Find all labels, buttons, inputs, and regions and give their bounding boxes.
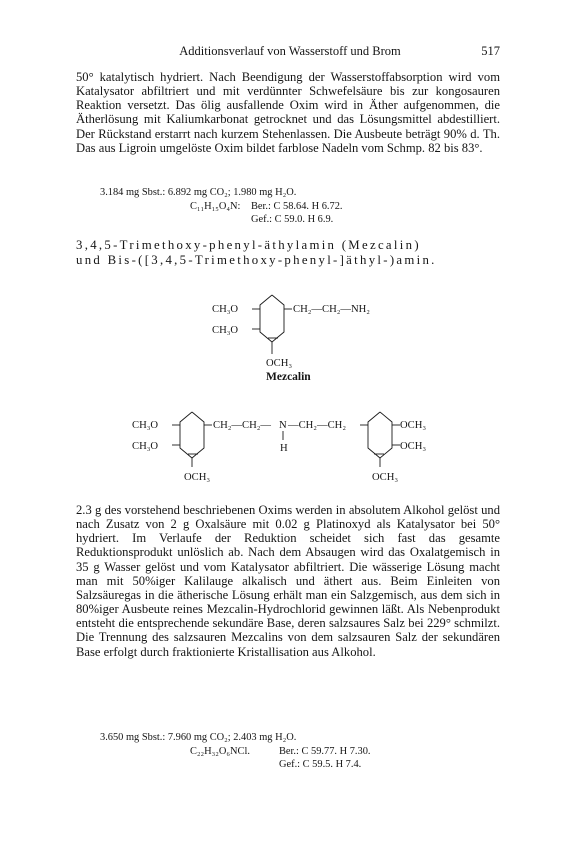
right-och3-top: OCH₃ <box>400 420 427 431</box>
compound-title-line1: 3,4,5-Trimethoxy-phenyl-äthylamin (Mezcalin) <box>76 238 421 252</box>
analysis1-line1: 3.184 mg Sbst.: 6.892 mg CO₂; 1.980 mg H₂O. <box>100 187 297 198</box>
amine-h: H <box>280 443 288 454</box>
page-number: 517 <box>481 44 500 58</box>
compound-title <box>76 238 500 268</box>
analysis1-ber: Ber.: C 58.64. H 6.72. <box>251 201 343 212</box>
left-och3-top: CH₃O <box>132 420 159 431</box>
structure-caption: Mezcalin <box>266 371 311 383</box>
analysis2-line1: 3.650 mg Sbst.: 7.960 mg CO₂; 2.403 mg H₂O. <box>100 732 297 743</box>
amine-n: N <box>279 420 287 431</box>
page-header <box>80 44 500 60</box>
side-chain: CH₂—CH₂—NH₂ <box>293 304 371 315</box>
substituent-och3-mid: CH₃O <box>212 325 239 336</box>
right-och3-bottom: OCH₃ <box>372 472 399 483</box>
paragraph-oxime-hydrogenation: 50° katalytisch hydriert. Nach Beendigung der Wasserstoffabsorption wird vom Katalysator abfiltriert und mit verdünnter Schwefelsäure bis zur kongosauren Reaktion versetzt. Das ölig ausfallende Oxim wird in Äther aufgenommen, die Ätherlösung mit Kaliumkarbonat getrocknet und das Lösungsmittel abdestilliert. Der Rückstand erstarrt nach kurzem Stehenlassen. Die Ausbeute beträgt 90% d. Th. Das aus Ligroin umgelöste Oxim bildet farblose Nadeln vom Schmp. 82 bis 83°. <box>76 70 500 155</box>
analysis2-gef: Gef.: C 59.5. H 7.4. <box>279 759 362 770</box>
analysis2-ber: Ber.: C 59.77. H 7.30. <box>279 746 371 757</box>
left-benzene-ring <box>180 412 204 458</box>
running-title: Additionsverlauf von Wasserstoff und Brom <box>179 44 401 58</box>
chain-left: CH₂—CH₂— <box>213 420 272 431</box>
analysis1-gef: Gef.: C 59.0. H 6.9. <box>251 214 334 225</box>
analysis1-formula: C₁₁H₁₅O₄N: <box>190 201 241 212</box>
analysis2-formula: C₂₂H₃₂O₆NCl. <box>190 746 250 757</box>
paragraph-reduction: 2.3 g des vorstehend beschriebenen Oxims werden in absolutem Alkohol gelöst und nach Zusatz von 2 g Oxalsäure mit 0.02 g Platinoxyd als Katalysator bei 50° hydriert. Im Verlaufe der Reduktion scheidet sich fast das gesamte Reduktionsprodukt unlöslich ab. Nach dem Absaugen wird das Oxalatgemisch in 35 g Wasser gelöst und vom Katalysator abfiltriert. Die wässerige Lösung macht man mit 50%iger Kalilauge alkalisch und äthert aus. Beim Einleiten von Salzsäuregas in die ätherische Lösung erhält man ein Salzgemisch, aus dem sich in 80%iger Ausbeute reines Mezcalin-Hydrochlorid gewinnen läßt. Als Nebenprodukt entsteht die entsprechende sekundäre Base, deren salzsaures Salz bei 229° schmilzt. Die Trennung des salzsauren Mezcalins von dem salzsauren Salz der sekundären Base erfolgt durch fraktionierte Kristallisation aus Alkohol. <box>76 503 500 659</box>
substituent-och3-bottom: OCH₃ <box>266 358 293 369</box>
right-och3-mid: OCH₃ <box>400 441 427 452</box>
left-och3-bottom: OCH₃ <box>184 472 211 483</box>
benzene-ring <box>260 295 284 342</box>
mezcalin-structure <box>200 288 410 376</box>
compound-title-line2: und Bis-([3,4,5-Trimethoxy-phenyl-]äthyl-)amin. <box>76 253 437 267</box>
right-benzene-ring <box>368 412 392 458</box>
left-och3-mid: CH₃O <box>132 441 159 452</box>
bis-amine-structure <box>118 404 468 486</box>
substituent-och3-top: CH₃O <box>212 304 239 315</box>
chain-right: —CH₂—CH₂ <box>288 420 347 431</box>
